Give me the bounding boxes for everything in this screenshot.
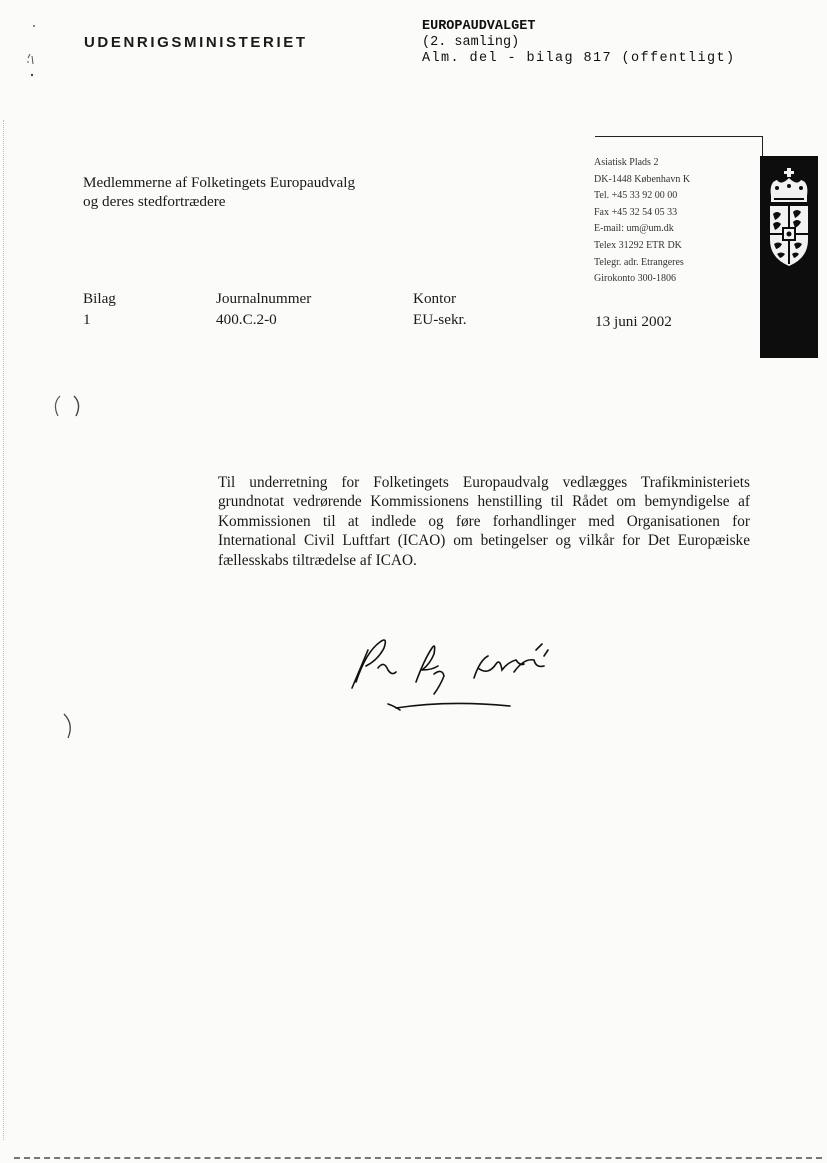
kontor-label: Kontor (413, 290, 457, 307)
kontor-value: EU-sekr. (413, 311, 467, 328)
address-line: Tel. +45 33 92 00 00 (594, 190, 678, 202)
address-line: E-mail: um@um.dk (594, 223, 674, 235)
handwritten-signature (338, 620, 578, 720)
scan-bottom-edge (14, 1157, 822, 1159)
stamp-line-1: EUROPAUDVALGET (422, 19, 536, 34)
royal-coat-of-arms-icon (763, 166, 815, 270)
address-rule (595, 136, 763, 137)
recipient-line-1: Medlemmerne af Folketingets Europaudvalg (83, 174, 356, 191)
address-line: Girokonto 300-1806 (594, 273, 676, 285)
margin-paren-mark (58, 712, 78, 740)
bilag-label: Bilag (83, 290, 116, 307)
scan-speck-marks (20, 20, 50, 90)
stamp-line-2: (2. samling) (422, 35, 520, 50)
ministry-name: UDENRIGSMINISTERIET (84, 34, 308, 51)
recipient-line-2: og deres stedfortrædere (83, 192, 226, 210)
address-rule-corner (762, 136, 763, 156)
scan-edge-mark (3, 120, 6, 1140)
margin-bracket-mark (48, 390, 88, 420)
letter-body: Til underretning for Folketingets Europaudvalg vedlægges Trafikministeriets grundnotat vedrørende Kommissionens henstilling til Rådet om bemyndigelse af Kommissionen til at indlede og føre forhandlinger med Organisationen for International Civil Luftfart (ICAO) om betingelser og vilkår for Det Europæiske fællesskabs tiltrædelse af ICAO. (218, 474, 750, 569)
address-line: DK-1448 København K (594, 173, 691, 185)
recipient-block (83, 174, 355, 211)
journal-label: Journalnummer (216, 290, 312, 307)
address-line: Telex 31292 ETR DK (594, 239, 682, 251)
address-line: Asiatisk Plads 2 (594, 157, 659, 168)
journal-value: 400.C.2-0 (216, 311, 277, 328)
committee-stamp (422, 19, 736, 67)
letter-date: 13 juni 2002 (595, 313, 672, 330)
address-line: Telegr. adr. Etrangeres (594, 256, 684, 268)
bilag-value: 1 (83, 311, 91, 328)
ministry-address (594, 155, 690, 288)
address-line: Fax +45 32 54 05 33 (594, 206, 678, 218)
stamp-line-3: Alm. del - bilag 817 (offentligt) (422, 51, 736, 66)
